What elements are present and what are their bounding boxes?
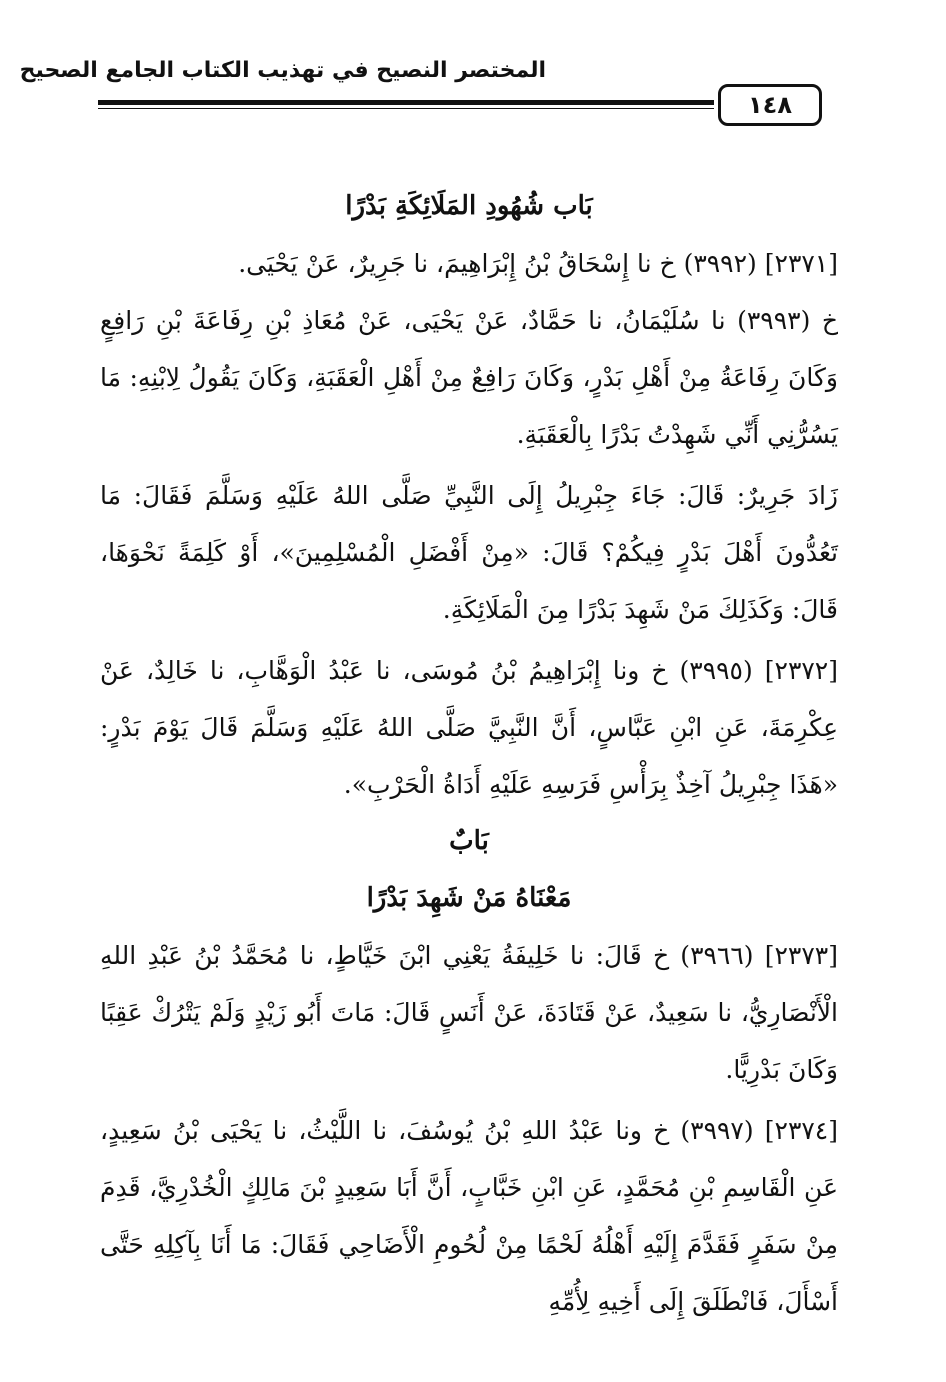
running-title: المختصر النصيح في تهذيب الكتاب الجامع الصحيح [19,58,546,83]
page-number: ١٤٨ [718,84,822,126]
chapter-heading-bab: بَابٌ [449,826,489,856]
hadith-2371-addition: زَادَ جَرِيرٌ: قَالَ: جَاءَ جِبْرِيلُ إِلَى النَّبِيِّ صَلَّى اللهُ عَلَيْهِ وَسَلَّمَ فَقَالَ: مَا تَعُدُّونَ أَهْلَ بَدْرٍ فِيكُمْ؟ قَالَ: «مِنْ أَفْضَلِ الْمُسْلِمِينَ»، أَوْ كَلِمَةً نَحْوَهَا، قَالَ: وَكَذَلِكَ مَنْ شَهِدَ بَدْرًا مِنَ الْمَلَائِكَةِ. [100,481,838,624]
chapter-subheading: مَعْنَاهُ مَنْ شَهِدَ بَدْرًا [366,883,572,913]
header-rule-thin [98,108,714,109]
chapter-heading-angels-at-badr: بَاب شُهُودِ المَلَائِكَةِ بَدْرًا [345,191,593,221]
header-rule-thick [98,100,714,105]
hadith-2374: [٢٣٧٤] (٣٩٩٧) خ ونا عَبْدُ اللهِ بْنُ يُوسُفَ، نا اللَّيْثُ، نا يَحْيَى بْنُ سَعِيدٍ، عَنِ الْقَاسِمِ بْنِ مُحَمَّدٍ، عَنِ ابْنِ خَبَّابٍ، أَنَّ أَبَا سَعِيدٍ بْنَ مَالِكٍ الْخُدْرِيَّ، قَدِمَ مِنْ سَفَرٍ فَقَدَّمَ إِلَيْهِ أَهْلُهُ لَحْمًا مِنْ لُحُومِ الْأَضَاحِي فَقَالَ: مَا أَنَا بِآكِلِهِ حَتَّى أَسْأَلَ، فَانْطَلَقَ إِلَى أَخِيهِ لِأُمِّهِ [100,1116,838,1316]
page-body [100,178,838,1330]
hadith-2373: [٢٣٧٣] (٣٩٦٦) خ قَالَ: نا خَلِيفَةُ يَعْنِي ابْنَ خَيَّاطٍ، نا مُحَمَّدُ بْنُ عَبْدِ اللهِ الْأَنْصَارِيُّ، نا سَعِيدٌ، عَنْ قَتَادَةَ، عَنْ أَنَسٍ قَالَ: مَاتَ أَبُو زَيْدٍ وَلَمْ يَتْرُكْ عَقِبًا وَكَانَ بَدْرِيًّا. [100,941,838,1084]
hadith-2371-intro: [٢٣٧١] (٣٩٩٢) خ نا إِسْحَاقُ بْنُ إِبْرَاهِيمَ، نا جَرِيرٌ، عَنْ يَحْيَى. [238,249,838,278]
hadith-2372: [٢٣٧٢] (٣٩٩٥) خ ونا إِبْرَاهِيمُ بْنُ مُوسَى، نا عَبْدُ الْوَهَّابِ، نا خَالِدٌ، عَنْ عِكْرِمَةَ، عَنِ ابْنِ عَبَّاسٍ، أَنَّ النَّبِيَّ صَلَّى اللهُ عَلَيْهِ وَسَلَّمَ قَالَ يَوْمَ بَدْرٍ: «هَذَا جِبْرِيلُ آخِذٌ بِرَأْسِ فَرَسِهِ عَلَيْهِ أَدَاةُ الْحَرْبِ». [100,656,838,799]
hadith-2371-body: خ (٣٩٩٣) نا سُلَيْمَانُ، نا حَمَّادٌ، عَنْ يَحْيَى، عَنْ مُعَاذِ بْنِ رِفَاعَةَ بْنِ رَافِعٍ وَكَانَ رِفَاعَةُ مِنْ أَهْلِ بَدْرٍ، وَكَانَ رَافِعٌ مِنْ أَهْلِ الْعَقَبَةِ، وَكَانَ يَقُولُ لِابْنِهِ: مَا يَسُرُّنِي أَنِّي شَهِدْتُ بَدْرًا بِالْعَقَبَةِ. [100,306,838,449]
